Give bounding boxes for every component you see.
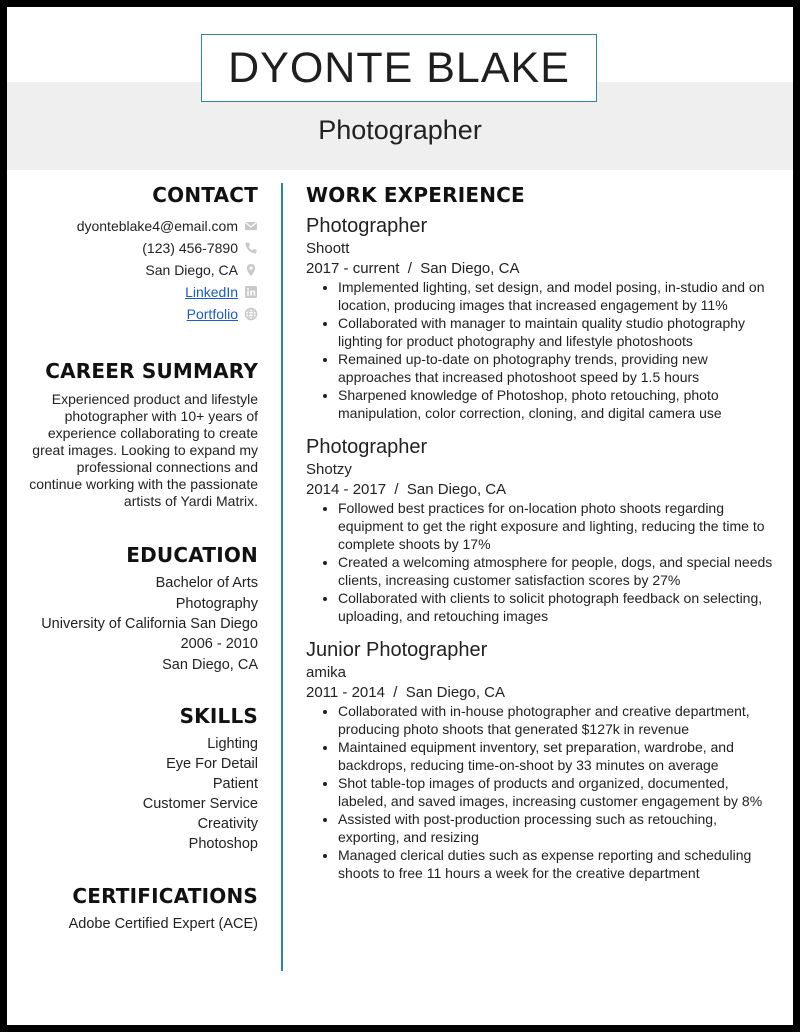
email-text: dyonteblake4@email.com	[76, 218, 238, 234]
education-location: San Diego, CA	[162, 657, 258, 673]
contact-email	[27, 215, 258, 237]
contact-linkedin	[27, 281, 258, 303]
certification-item: Adobe Certified Expert (ACE)	[68, 916, 258, 932]
job-entry-company: Shoott	[306, 240, 350, 257]
location-text: San Diego, CA	[145, 262, 238, 278]
education-heading: EDUCATION	[126, 543, 258, 567]
phone-text: (123) 456-7890	[142, 240, 238, 256]
bullet-item: • Maintained equipment inventory, set preparation, wardrobe, and backdrops, reducing time-on-shoot by 33 minutes on average	[338, 738, 776, 774]
job-entry-bullets	[306, 702, 776, 882]
map-pin-icon	[244, 263, 258, 277]
skill-item: Photoshop	[188, 836, 258, 852]
bullet-item: • Shot table-top images of products and organized, documented, labeled, and saved images, increasing customer engagement by 8%	[338, 774, 776, 810]
portfolio-link[interactable]: Portfolio	[186, 306, 238, 322]
career-summary-heading: CAREER SUMMARY	[45, 359, 258, 383]
bullet-item: • Implemented lighting, set design, and model posing, in-studio and on location, producing images that increased engagement by 11%	[338, 278, 776, 314]
linkedin-icon	[244, 285, 258, 299]
job-entry	[306, 215, 776, 422]
job-title-header: Photographer	[318, 115, 482, 145]
education-dates: 2006 - 2010	[180, 636, 258, 652]
certifications-heading: CERTIFICATIONS	[72, 884, 258, 908]
contact-location	[27, 259, 258, 281]
bullet-item: • Remained up-to-date on photography trends, providing new approaches that increased photoshoot speed by 1.5 hours	[338, 350, 776, 386]
skill-item: Patient	[212, 776, 258, 792]
candidate-name: DYONTE BLAKE	[228, 43, 570, 92]
job-entry-title: Junior Photographer	[306, 639, 488, 661]
column-divider	[281, 183, 283, 971]
skill-item: Eye For Detail	[166, 756, 258, 772]
skill-item: Creativity	[197, 816, 258, 832]
name-box	[201, 34, 597, 102]
education-block	[27, 573, 258, 676]
bullet-item: • Created a welcoming atmosphere for people, dogs, and special needs clients, increasing customer satisfaction scores by 27%	[338, 553, 776, 589]
contact-portfolio	[27, 303, 258, 325]
job-entry-bullets	[306, 278, 776, 422]
bullet-item: • Sharpened knowledge of Photoshop, photo retouching, photo manipulation, color correction, cloning, and digital camera use	[338, 386, 776, 422]
certifications-list	[27, 914, 258, 934]
job-entry	[306, 436, 776, 625]
contact-list	[27, 215, 258, 325]
skill-item: Customer Service	[142, 796, 258, 812]
contact-heading: CONTACT	[152, 183, 258, 207]
education-degree: Bachelor of Arts	[155, 575, 258, 591]
bullet-item: • Collaborated with in-house photographer and creative department, producing photo shoots that generated $127k in revenue	[338, 702, 776, 738]
bullet-item: • Collaborated with manager to maintain quality studio photography lighting for product photography and lifestyle photoshoots	[338, 314, 776, 350]
job-entry-dates-location: 2011 - 2014 / San Diego, CA	[306, 684, 506, 701]
job-entry-dates-location: 2014 - 2017 / San Diego, CA	[306, 481, 507, 498]
left-column	[27, 183, 258, 934]
bullet-item: • Assisted with post-production processing such as retouching, exporting, and resizing	[338, 810, 776, 846]
contact-phone	[27, 237, 258, 259]
phone-icon	[244, 241, 258, 255]
job-entry-bullets	[306, 499, 776, 625]
career-summary-text: Experienced product and lifestyle photographer with 10+ years of experience collaborating to create great images. Looking to expand my professional connections and continue working with the passionate artists of Yardi Matrix.	[29, 391, 258, 509]
bullet-item: • Followed best practices for on-location photo shoots regarding equipment to get the right exposure and lighting, reducing the time to complete shoots by 17%	[338, 499, 776, 553]
skills-list	[27, 734, 258, 854]
right-column	[306, 183, 776, 882]
envelope-icon	[244, 219, 258, 233]
work-experience-heading: WORK EXPERIENCE	[306, 183, 525, 207]
job-entry-title: Photographer	[306, 215, 428, 237]
globe-icon	[244, 307, 258, 321]
job-entry-company: Shotzy	[306, 461, 352, 478]
bullet-item: • Managed clerical duties such as expense reporting and scheduling shoots to free 11 hours a week for the creative department	[338, 846, 776, 882]
job-entry-title: Photographer	[306, 436, 428, 458]
job-entry-company: amika	[306, 664, 347, 681]
job-entry-dates-location: 2017 - current / San Diego, CA	[306, 260, 520, 277]
linkedin-link[interactable]: LinkedIn	[185, 284, 238, 300]
bullet-item: • Collaborated with clients to solicit photograph feedback on selecting, uploading, and retouching images	[338, 589, 776, 625]
skill-item: Lighting	[207, 736, 258, 752]
education-school: University of California San Diego	[41, 616, 258, 632]
job-entry	[306, 639, 776, 882]
education-major: Photography	[175, 596, 258, 612]
skills-heading: SKILLS	[179, 704, 258, 728]
